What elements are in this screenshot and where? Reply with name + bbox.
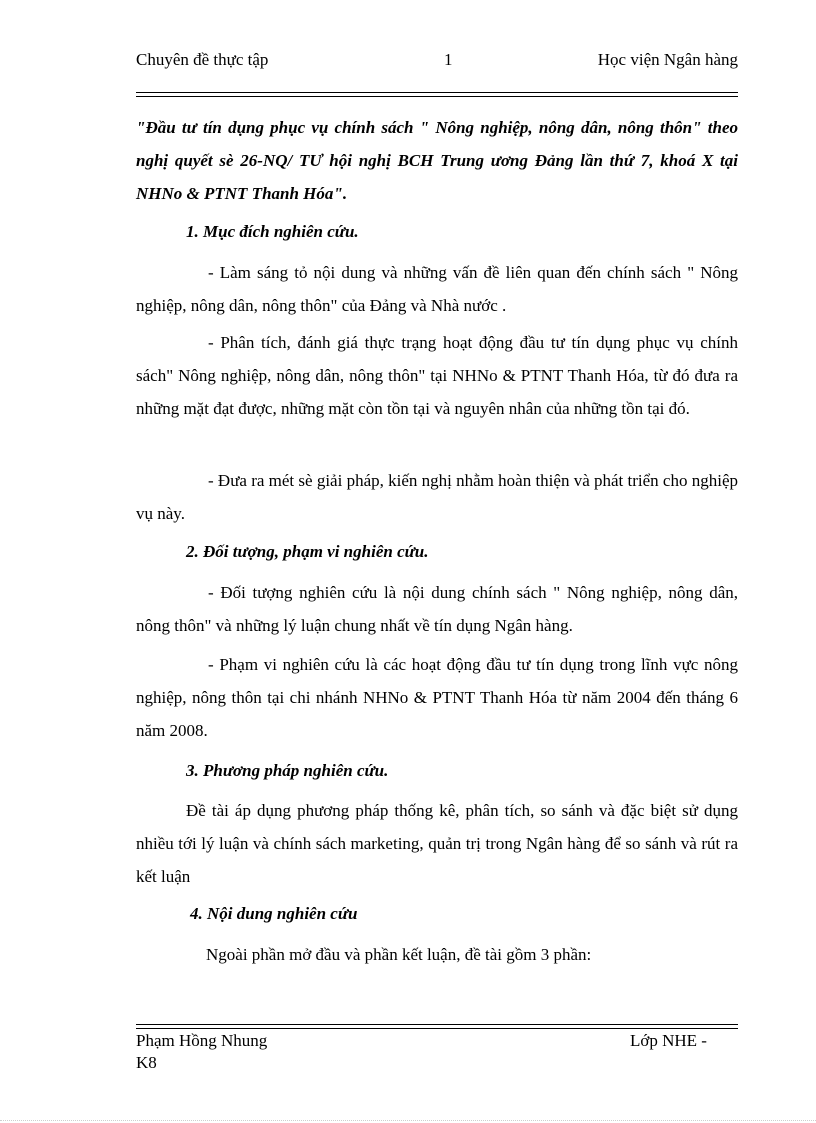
header-right: Học viện Ngân hàng (597, 50, 738, 69)
footer-rule-top (136, 1024, 738, 1025)
section-1-heading: 1. Mục đích nghiên cứu. (186, 222, 359, 241)
section-3-paragraph-1: Đề tài áp dụng phương pháp thống kê, phân tích, so sánh và đặc biệt sử dụng nhiều tới lý luận và chính sách marketing, quản trị trong Ngân hàng để so sánh và rút ra kết luận (136, 801, 738, 886)
section-2-paragraph-1: - Đối tượng nghiên cứu là nội dung chính sách " Nông nghiệp, nông dân, nông thôn" và những lý luận chung nhất về tín dụng Ngân hàng. (136, 583, 738, 635)
section-1-paragraph-1: - Làm sáng tỏ nội dung và những vấn đề liên quan đến chính sách " Nông nghiệp, nông dân, nông thôn" của Đảng và Nhà nước . (136, 263, 738, 315)
section-1-paragraph-2: - Phân tích, đánh giá thực trạng hoạt động đầu tư tín dụng phục vụ chính sách" Nông nghiệp, nông dân, nông thôn" tại NHNo & PTNT Thanh Hóa, từ đó đưa ra những mặt đạt được, những mặt còn tồn tại và nguyên nhân của những tồn tại đó. (136, 333, 738, 418)
section-2-heading: 2. Đối tượng, phạm vi nghiên cứu. (186, 542, 429, 561)
section-4-paragraph-1: Ngoài phần mở đầu và phần kết luận, đề tài gồm 3 phần: (206, 945, 592, 964)
page-number: 1 (444, 50, 453, 69)
footer-class-suffix: K8 (136, 1053, 157, 1072)
header-left: Chuyên đề thực tập (136, 50, 269, 69)
page-bottom-border (0, 1120, 816, 1121)
section-1-paragraph-3: - Đưa ra mét sè giải pháp, kiến nghị nhằm hoàn thiện và phát triển cho nghiệp vụ này. (136, 471, 738, 523)
header-rule-bottom (136, 96, 738, 97)
section-2-paragraph-2: - Phạm vi nghiên cứu là các hoạt động đầu tư tín dụng trong lĩnh vực nông nghiệp, nông thôn tại chi nhánh NHNo & PTNT Thanh Hóa từ năm 2004 đến tháng 6 năm 2008. (136, 655, 738, 740)
footer-author: Phạm Hồng Nhung (136, 1031, 268, 1050)
section-4-heading: 4. Nội dung nghiên cứu (190, 904, 358, 923)
page-header (136, 50, 738, 74)
thesis-title: "Đầu tư tín dụng phục vụ chính sách " Nông nghiệp, nông dân, nông thôn" theo nghị quyết sè 26-NQ/ TƯ hội nghị BCH Trung ương Đảng lần thứ 7, khoá X tại NHNo & PTNT Thanh Hóa". (136, 118, 738, 203)
footer-class: Lớp NHE - (630, 1031, 707, 1050)
section-3-heading: 3. Phương pháp nghiên cứu. (186, 761, 389, 780)
footer-rule-bottom (136, 1028, 738, 1029)
header-rule-top (136, 92, 738, 93)
